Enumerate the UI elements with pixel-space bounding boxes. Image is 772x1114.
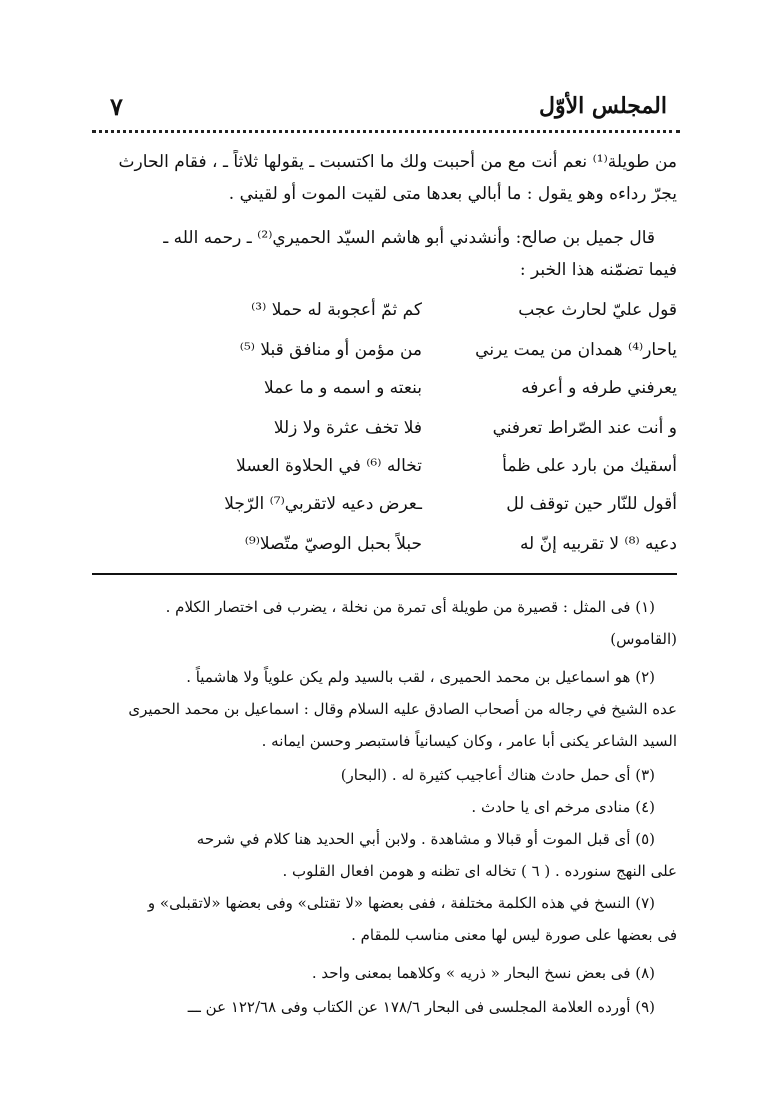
footnote-line: عده الشيخ في رجاله من أصحاب الصادق عليه السلام وقال : اسماعيل بن محمد الحميرى bbox=[128, 700, 677, 718]
page-header bbox=[110, 88, 667, 124]
verse-second-hemistich: ـعرض دعيه لاتقربي⁽⁷⁾ الرّجلا bbox=[224, 494, 422, 514]
poem-verse bbox=[92, 534, 677, 564]
chapter-title: المجلس الأوّل bbox=[539, 93, 667, 119]
verse-second-hemistich: تخاله ⁽⁶⁾ في الحلاوة العسلا bbox=[236, 456, 422, 476]
verse-second-hemistich: كم ثمّ أعجوبة له حملا ⁽³⁾ bbox=[251, 300, 422, 320]
dotted-separator bbox=[92, 130, 680, 133]
verse-first-hemistich: قول عليّ لحارث عجب bbox=[518, 300, 677, 320]
footnote-line: (٣) أى حمل حادث هناك أعاجيب كثيرة له . (البحار) bbox=[340, 766, 655, 784]
verse-second-hemistich: من مؤمن أو منافق قبلا ⁽⁵⁾ bbox=[239, 340, 422, 360]
footnote-line: (٢) هو اسماعيل بن محمد الحميرى ، لقب بالسيد ولم يكن علوياً ولا هاشمياً . bbox=[186, 668, 655, 686]
poem-verse bbox=[92, 494, 677, 524]
body-line: قال جميل بن صالح: وأنشدني أبو هاشم السيّد الحميري⁽²⁾ ـ رحمه الله ـ bbox=[163, 228, 655, 248]
footnote-line: (٤) منادى مرخم اى يا حادث . bbox=[471, 798, 655, 816]
footnote-line: على النهج سنورده . ( ٦ ) تخاله اى تظنه و هومن افعال القلوب . bbox=[282, 862, 677, 880]
poem-verse bbox=[92, 418, 677, 448]
verse-first-hemistich: أقول للنّار حين توقف لل bbox=[506, 494, 677, 514]
footnote-line: (٥) أى قبل الموت أو قبالا و مشاهدة . ولابن أبي الحديد هنا كلام في شرحه bbox=[196, 830, 655, 848]
poem-verse bbox=[92, 378, 677, 408]
verse-second-hemistich: حبلاً بحبل الوصيّ متّصلا⁽⁹⁾ bbox=[244, 534, 422, 554]
verse-first-hemistich: يعرفني طرفه و أعرفه bbox=[521, 378, 677, 398]
verse-first-hemistich: ياحار⁽⁴⁾ همدان من يمت يرني bbox=[475, 340, 677, 360]
footnote-line: (٩) أورده العلامة المجلسى فى البحار ١٧٨/٦ عن الكتاب وفى ١٢٢/٦٨ عن ـــ bbox=[187, 998, 655, 1016]
footnote-line: (٧) النسخ في هذه الكلمة مختلفة ، ففى بعضها «لا تقتلى» وفى بعضها «لاتقبلى» و bbox=[147, 894, 655, 912]
verse-second-hemistich: فلا تخف عثرة ولا زللا bbox=[273, 418, 422, 438]
page-number: ٧ bbox=[110, 91, 123, 121]
verse-second-hemistich: بنعته و اسمه و ما عملا bbox=[263, 378, 422, 398]
poem-verse bbox=[92, 340, 677, 370]
poem-verse bbox=[92, 456, 677, 486]
footnote-line: فى بعضها على صورة ليس لها معنى مناسب للمقام . bbox=[351, 926, 677, 944]
footnote-line: السيد الشاعر يكنى أبا عامر ، وكان كيسانياً فاستبصر وحسن ايمانه . bbox=[261, 732, 677, 750]
body-line: من طويلة⁽¹⁾ نعم أنت مع من أحببت ولك ما اكتسبت ـ يقولها ثلاثاً ـ ، فقام الحارث bbox=[118, 152, 677, 172]
footnote-line: (القاموس) bbox=[610, 630, 677, 648]
footnote-line: (١) فى المثل : قصيرة من طويلة أى تمرة من نخلة ، يضرب فى اختصار الكلام . bbox=[165, 598, 655, 616]
poem-verse bbox=[92, 300, 677, 330]
body-line: فيما تضمّنه هذا الخبر : bbox=[519, 260, 677, 280]
verse-first-hemistich: أسقيك من بارد على ظمأ bbox=[502, 456, 677, 476]
body-line: يجرّ رداءه وهو يقول : ما أبالي بعدها متى لقيت الموت أو لقيني . bbox=[228, 184, 677, 204]
verse-first-hemistich: دعيه ⁽⁸⁾ لا تقربيه إنّ له bbox=[519, 534, 677, 554]
footnote-rule bbox=[92, 573, 677, 575]
footnote-line: (٨) فى بعض نسخ البحار « ذريه » وكلاهما بمعنى واحد . bbox=[311, 964, 655, 982]
verse-first-hemistich: و أنت عند الصّراط تعرفني bbox=[492, 418, 677, 438]
